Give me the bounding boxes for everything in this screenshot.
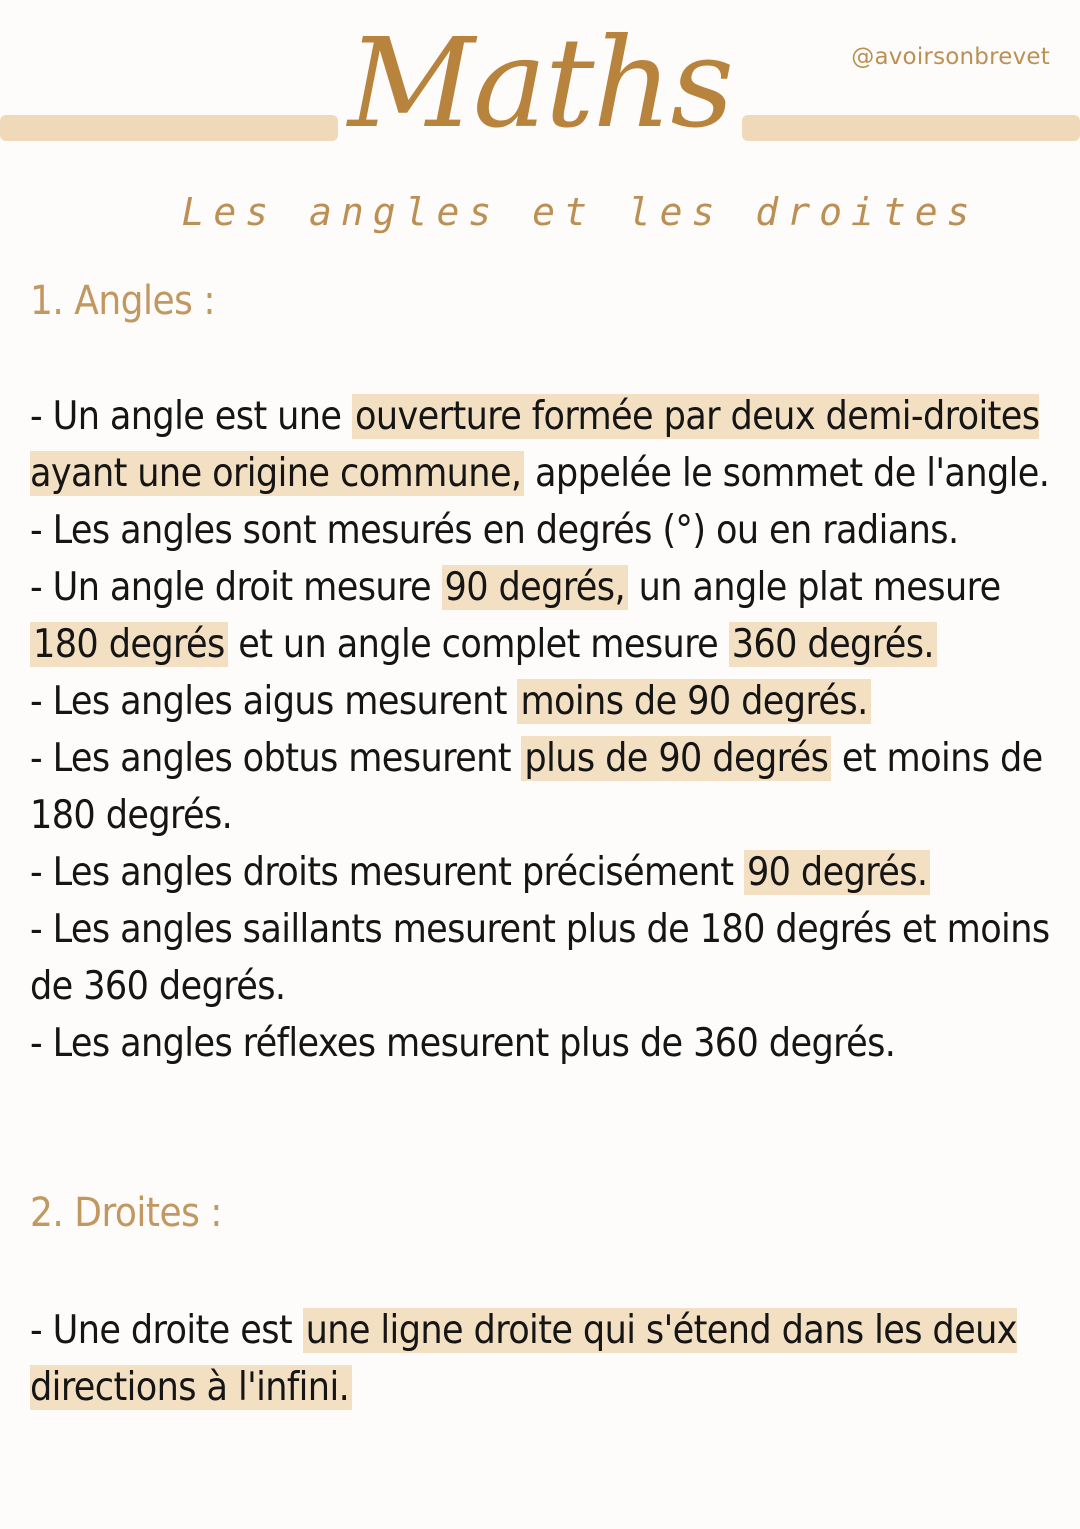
paragraph <box>30 901 1060 1015</box>
paragraph <box>30 1015 1060 1072</box>
paragraph <box>30 1302 1060 1416</box>
paragraph <box>30 559 1060 673</box>
highlighted-text: ouverture formée par deux demi-droites ayant une origine commune, <box>30 394 1040 496</box>
text-segment: un angle plat mesure <box>628 565 1001 610</box>
text-segment: et un angle complet mesure <box>227 622 729 667</box>
highlighted-text: moins de 90 degrés. <box>517 679 870 724</box>
section-heading-angles: 1. Angles : <box>30 278 215 324</box>
section-heading-droites: 2. Droites : <box>30 1190 222 1236</box>
paragraph <box>30 730 1060 844</box>
text-segment: - Les angles droits mesurent précisément <box>30 850 744 895</box>
title-rule-left <box>0 115 338 141</box>
text-segment: - Les angles obtus mesurent <box>30 736 522 781</box>
text-segment: - Un angle droit mesure <box>30 565 442 610</box>
text-segment: - Les angles aigus mesurent <box>30 679 518 724</box>
text-segment: et moins de 180 degrés. <box>30 736 1043 838</box>
text-segment: - Les angles réflexes mesurent plus de 360 degrés. <box>30 1021 896 1066</box>
paragraph <box>30 388 1060 502</box>
highlighted-text: 180 degrés <box>30 622 228 667</box>
paragraph <box>30 844 1060 901</box>
handle: @avoirsonbrevet <box>851 44 1050 70</box>
highlighted-text: une ligne droite qui s'étend dans les deux directions à l'infini. <box>30 1308 1017 1410</box>
highlighted-text: 90 degrés. <box>744 850 931 895</box>
highlighted-text: 360 degrés. <box>729 622 937 667</box>
text-segment: appelée le sommet de l'angle. <box>524 451 1050 496</box>
text-segment: - Les angles saillants mesurent plus de 180 degrés et moins de 360 degrés. <box>30 907 1050 1009</box>
page-title: Maths <box>347 12 733 156</box>
title-rule-right <box>742 115 1080 141</box>
text-segment: - Un angle est une <box>30 394 352 439</box>
highlighted-text: 90 degrés, <box>442 565 629 610</box>
section-body-droites <box>30 1302 1060 1416</box>
paragraph <box>30 502 1060 559</box>
section-body-angles <box>30 388 1060 1072</box>
paragraph <box>30 673 1060 730</box>
text-segment: - Une droite est <box>30 1308 303 1353</box>
page-subtitle: Les angles et les droites <box>181 190 979 234</box>
highlighted-text: plus de 90 degrés <box>521 736 831 781</box>
text-segment: - Les angles sont mesurés en degrés (°) ou en radians. <box>30 508 959 553</box>
